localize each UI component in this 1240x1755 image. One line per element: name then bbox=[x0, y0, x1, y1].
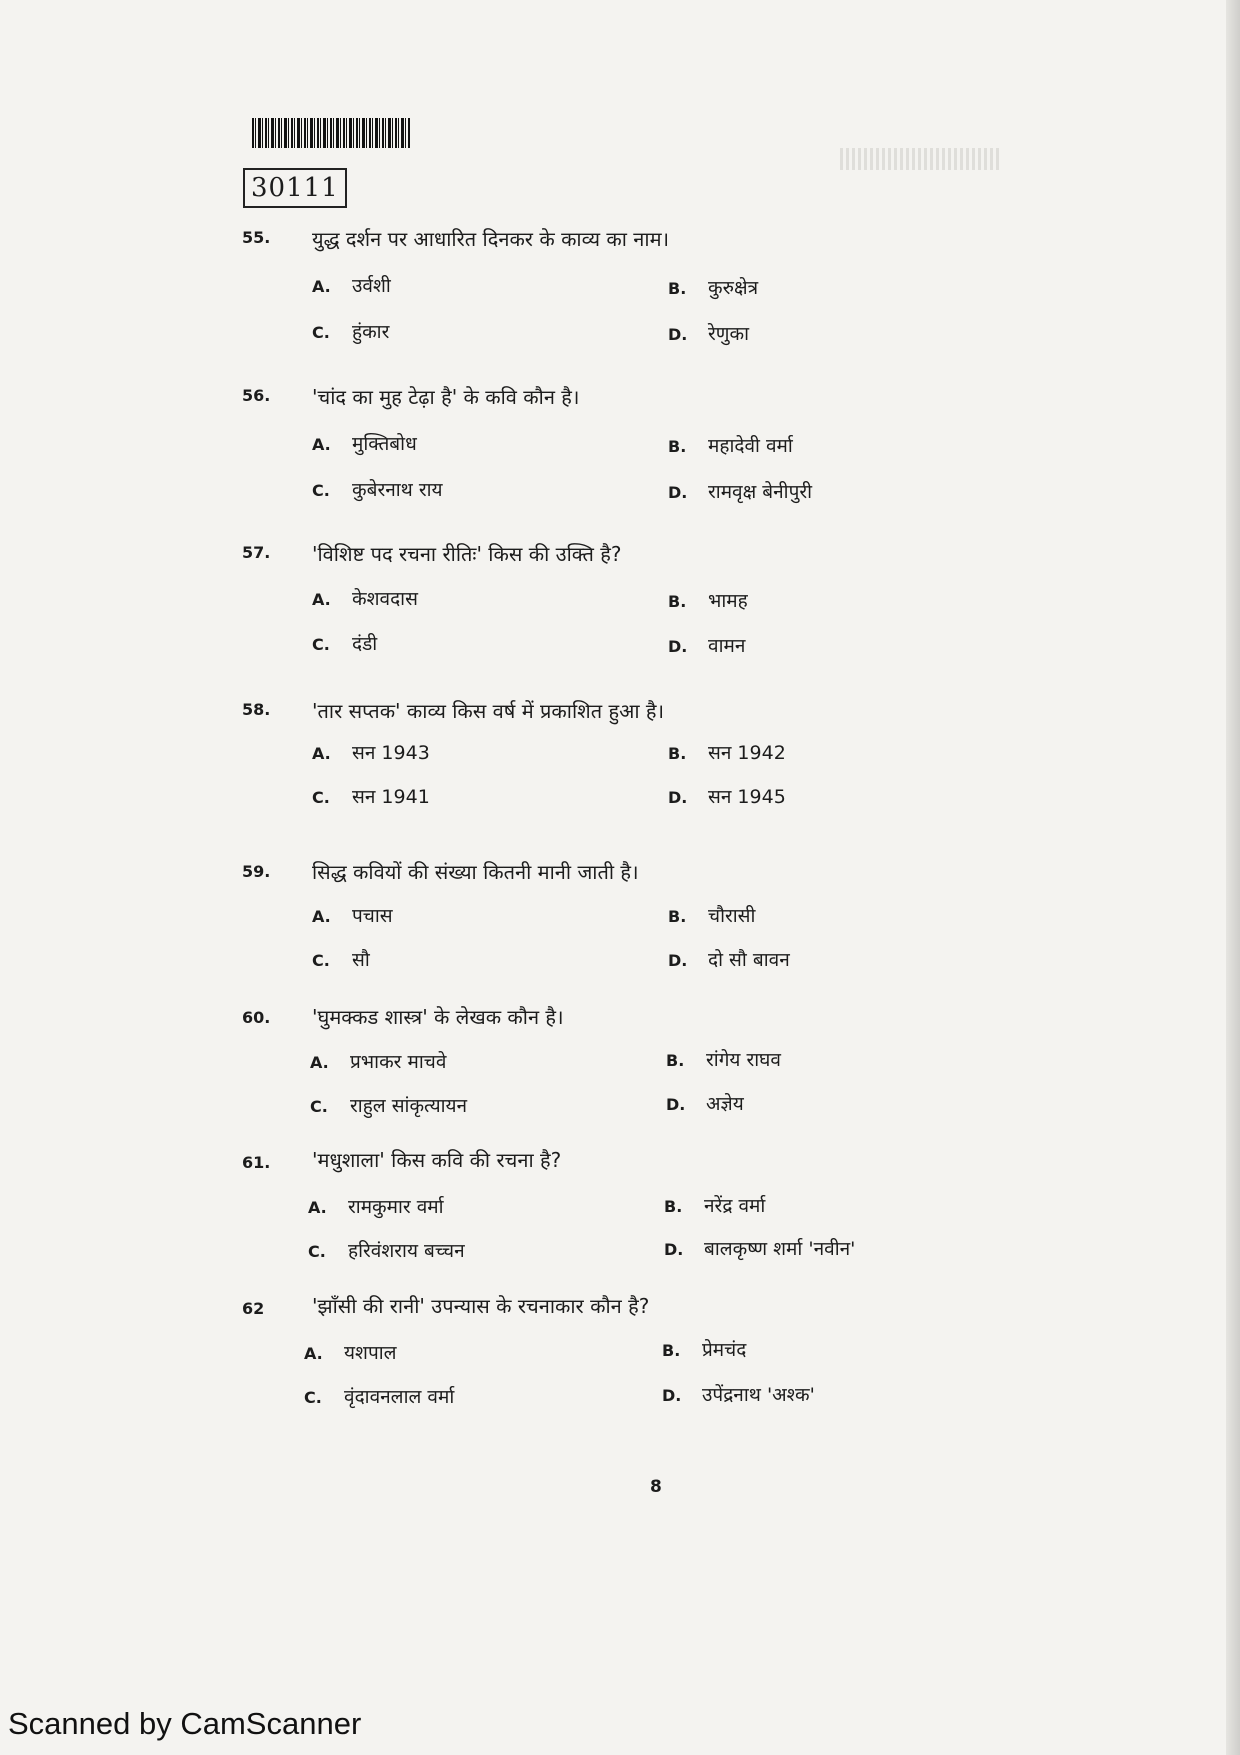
option-letter: C. bbox=[312, 635, 330, 654]
option-text: सन 1945 bbox=[708, 786, 786, 808]
option-b bbox=[668, 274, 758, 300]
option-letter: C. bbox=[308, 1242, 326, 1261]
option-text: कुरुक्षेत्र bbox=[708, 277, 759, 299]
option-letter: C. bbox=[312, 788, 330, 807]
barcode bbox=[252, 118, 410, 148]
option-text: हुंकार bbox=[352, 321, 390, 343]
option-letter: A. bbox=[310, 1053, 329, 1072]
option-letter: A. bbox=[312, 907, 331, 926]
option-text: नरेंद्र वर्मा bbox=[704, 1195, 766, 1217]
option-c bbox=[312, 318, 389, 344]
option-text: हरिवंशराय बच्चन bbox=[348, 1240, 465, 1262]
option-a bbox=[308, 1193, 444, 1219]
option-text: दो सौ बावन bbox=[708, 949, 790, 971]
question-text: 'विशिष्ट पद रचना रीतिः' किस की उक्ति है? bbox=[312, 542, 622, 566]
option-text: पचास bbox=[352, 905, 393, 927]
option-text: बालकृष्ण शर्मा 'नवीन' bbox=[704, 1238, 856, 1260]
page-edge-shadow bbox=[1226, 0, 1240, 1755]
option-text: भामह bbox=[708, 590, 748, 612]
option-text: प्रभाकर माचवे bbox=[350, 1051, 447, 1073]
option-letter: A. bbox=[312, 277, 331, 296]
question-number: 60. bbox=[242, 1008, 271, 1027]
option-d bbox=[662, 1381, 815, 1407]
option-text: उपेंद्रनाथ 'अश्क' bbox=[702, 1384, 815, 1406]
option-text: प्रेमचंद bbox=[702, 1339, 747, 1361]
option-letter: C. bbox=[310, 1097, 328, 1116]
option-letter: B. bbox=[668, 437, 687, 456]
question-text: युद्ध दर्शन पर आधारित दिनकर के काव्य का नाम। bbox=[312, 227, 670, 251]
option-text: केशवदास bbox=[352, 588, 418, 610]
option-text: दंडी bbox=[352, 633, 378, 655]
question-text: 'चांद का मुह टेढ़ा है' के कवि कौन है। bbox=[312, 385, 580, 409]
option-letter: D. bbox=[664, 1240, 684, 1259]
option-letter: A. bbox=[312, 590, 331, 609]
option-text: यशपाल bbox=[344, 1342, 397, 1364]
option-a bbox=[312, 739, 430, 765]
option-a bbox=[312, 272, 391, 298]
question-number: 59. bbox=[242, 862, 271, 881]
option-letter: D. bbox=[668, 325, 688, 344]
option-text: रामवृक्ष बेनीपुरी bbox=[708, 481, 813, 503]
option-c bbox=[304, 1383, 454, 1409]
option-text: सौ bbox=[352, 949, 370, 971]
option-letter: B. bbox=[666, 1051, 685, 1070]
option-a bbox=[312, 585, 418, 611]
question-text: सिद्ध कवियों की संख्या कितनी मानी जाती है। bbox=[312, 860, 639, 884]
option-letter: A. bbox=[312, 744, 331, 763]
option-text: चौरासी bbox=[708, 905, 756, 927]
option-d bbox=[668, 632, 745, 658]
question-number: 55. bbox=[242, 228, 271, 247]
option-letter: D. bbox=[668, 637, 688, 656]
option-letter: B. bbox=[664, 1197, 683, 1216]
option-letter: B. bbox=[662, 1341, 681, 1360]
option-c bbox=[312, 476, 443, 502]
option-letter: C. bbox=[312, 951, 330, 970]
option-text: रामकुमार वर्मा bbox=[348, 1196, 444, 1218]
option-b bbox=[664, 1192, 765, 1218]
option-c bbox=[308, 1237, 465, 1263]
question-text: 'तार सप्तक' काव्य किस वर्ष में प्रकाशित हुआ है। bbox=[312, 699, 665, 723]
option-a bbox=[304, 1339, 397, 1365]
option-b bbox=[668, 902, 755, 928]
page-number: 8 bbox=[650, 1477, 662, 1497]
option-d bbox=[668, 783, 786, 809]
question-text: 'झाँसी की रानी' उपन्यास के रचनाकार कौन है? bbox=[312, 1294, 650, 1318]
option-d bbox=[668, 478, 812, 504]
option-letter: B. bbox=[668, 907, 687, 926]
option-text: सन 1942 bbox=[708, 742, 786, 764]
option-text: मुक्तिबोध bbox=[352, 433, 417, 455]
question-number: 58. bbox=[242, 700, 271, 719]
option-letter: B. bbox=[668, 279, 687, 298]
option-letter: B. bbox=[668, 744, 687, 763]
question-number: 57. bbox=[242, 543, 271, 562]
option-b bbox=[662, 1336, 746, 1362]
option-c bbox=[310, 1092, 467, 1118]
question-text: 'घुमक्कड शास्त्र' के लेखक कौन है। bbox=[312, 1005, 564, 1029]
option-text: वामन bbox=[708, 635, 746, 657]
option-text: महादेवी वर्मा bbox=[708, 435, 793, 457]
question-number: 62 bbox=[242, 1299, 265, 1318]
option-d bbox=[666, 1090, 744, 1116]
option-letter: A. bbox=[304, 1344, 323, 1363]
option-c bbox=[312, 946, 370, 972]
option-d bbox=[668, 320, 749, 346]
option-letter: C. bbox=[304, 1388, 322, 1407]
option-a bbox=[312, 902, 393, 928]
question-number: 61. bbox=[242, 1153, 271, 1172]
option-letter: D. bbox=[662, 1386, 682, 1405]
option-letter: D. bbox=[668, 951, 688, 970]
option-text: सन 1941 bbox=[352, 786, 430, 808]
option-text: सन 1943 bbox=[352, 742, 430, 764]
question-number: 56. bbox=[242, 386, 271, 405]
option-b bbox=[668, 587, 748, 613]
option-text: उर्वशी bbox=[352, 275, 391, 297]
option-letter: D. bbox=[666, 1095, 686, 1114]
option-text: कुबेरनाथ राय bbox=[352, 479, 443, 501]
option-c bbox=[312, 630, 377, 656]
option-text: वृंदावनलाल वर्मा bbox=[344, 1386, 455, 1408]
option-text: रांगेय राघव bbox=[706, 1049, 781, 1071]
faint-bleedthrough-header bbox=[840, 148, 1000, 170]
option-a bbox=[312, 430, 417, 456]
option-letter: D. bbox=[668, 788, 688, 807]
option-a bbox=[310, 1048, 446, 1074]
option-d bbox=[664, 1235, 855, 1261]
option-text: राहुल सांकृत्यायन bbox=[350, 1095, 468, 1117]
option-letter: B. bbox=[668, 592, 687, 611]
option-b bbox=[666, 1046, 781, 1072]
scanner-watermark: Scanned by CamScanner bbox=[8, 1706, 362, 1741]
question-text: 'मधुशाला' किस कवि की रचना है? bbox=[312, 1148, 562, 1172]
option-letter: C. bbox=[312, 481, 330, 500]
option-b bbox=[668, 432, 793, 458]
option-letter: D. bbox=[668, 483, 688, 502]
option-text: अज्ञेय bbox=[706, 1093, 744, 1115]
option-letter: A. bbox=[308, 1198, 327, 1217]
option-d bbox=[668, 946, 790, 972]
option-letter: A. bbox=[312, 435, 331, 454]
option-b bbox=[668, 739, 786, 765]
paper-code-box: 30111 bbox=[243, 168, 347, 208]
option-letter: C. bbox=[312, 323, 330, 342]
option-c bbox=[312, 783, 430, 809]
option-text: रेणुका bbox=[708, 323, 750, 345]
